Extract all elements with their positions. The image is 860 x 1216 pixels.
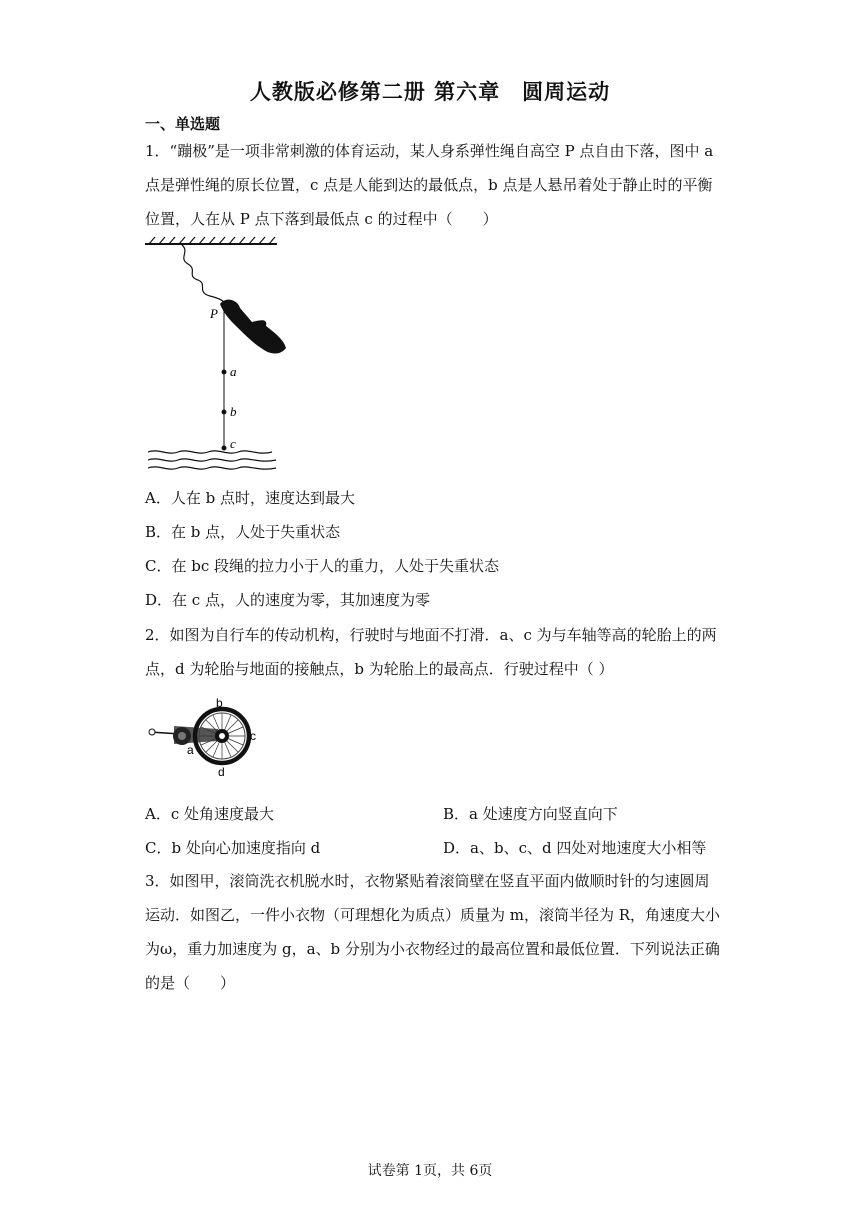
bicycle-wheel-figure	[146, 696, 266, 780]
question-1-line: 1．“蹦极”是一项非常刺激的体育运动，某人身系弹性绳自高空 P 点自由下落，图中 a	[145, 142, 714, 160]
page-title: 人教版必修第二册 第六章 圆周运动	[249, 79, 611, 104]
question-1-line: 位置，人在从 P 点下落到最低点 c 的过程中（ ）	[145, 210, 498, 228]
option-b: B．a 处速度方向竖直向下	[443, 805, 618, 823]
option-c: C．b 处向心加速度指向 d	[145, 839, 321, 857]
label-p: P	[210, 306, 218, 321]
option-a: A．c 处角速度最大	[145, 805, 275, 823]
option-b: B．在 b 点，人处于失重状态	[145, 523, 341, 541]
label-b: b	[216, 696, 223, 710]
question-2-line: 点，d 为轮胎与地面的接触点，b 为轮胎上的最高点．行驶过程中（ ）	[145, 660, 614, 678]
question-3-line: 运动．如图乙，一件小衣物（可理想化为质点）质量为 m，滚筒半径为 R，角速度大小	[145, 906, 721, 924]
page-footer: 试卷第 1页，共 6页	[367, 1163, 493, 1179]
label-c: c	[230, 436, 236, 451]
option-a: A．人在 b 点时，速度达到最大	[145, 489, 355, 507]
option-d: D．a、b、c、d 四处对地速度大小相等	[443, 839, 707, 857]
label-a: a	[187, 743, 194, 757]
question-3-line: 的是（ ）	[145, 974, 236, 992]
question-2-line: 2．如图为自行车的传动机构，行驶时与地面不打滑．a、c 为与车轴等高的轮胎上的两	[145, 626, 717, 644]
question-3-line: 为ω，重力加速度为 g，a、b 分别为小衣物经过的最高位置和最低位置．下列说法正确	[145, 940, 720, 958]
bungee-figure	[140, 236, 290, 476]
question-3-line: 3．如图甲，滚筒洗衣机脱水时，衣物紧贴着滚筒壁在竖直平面内做顺时针的匀速圆周	[145, 872, 710, 890]
label-c: c	[250, 729, 256, 743]
question-3-stem	[145, 864, 721, 1000]
label-d: d	[218, 765, 225, 779]
section-heading: 一、单选题	[145, 115, 221, 133]
label-b: b	[230, 404, 237, 419]
question-1-stem	[145, 134, 715, 236]
option-c: C．在 bc 段绳的拉力小于人的重力，人处于失重状态	[145, 557, 500, 575]
question-1-line: 点是弹性绳的原长位置，c 点是人能到达的最低点，b 点是人悬吊着处于静止时的平衡	[145, 176, 713, 194]
option-d: D．在 c 点，人的速度为零，其加速度为零	[145, 591, 430, 609]
question-2-stem	[145, 618, 715, 686]
label-a: a	[230, 364, 237, 379]
